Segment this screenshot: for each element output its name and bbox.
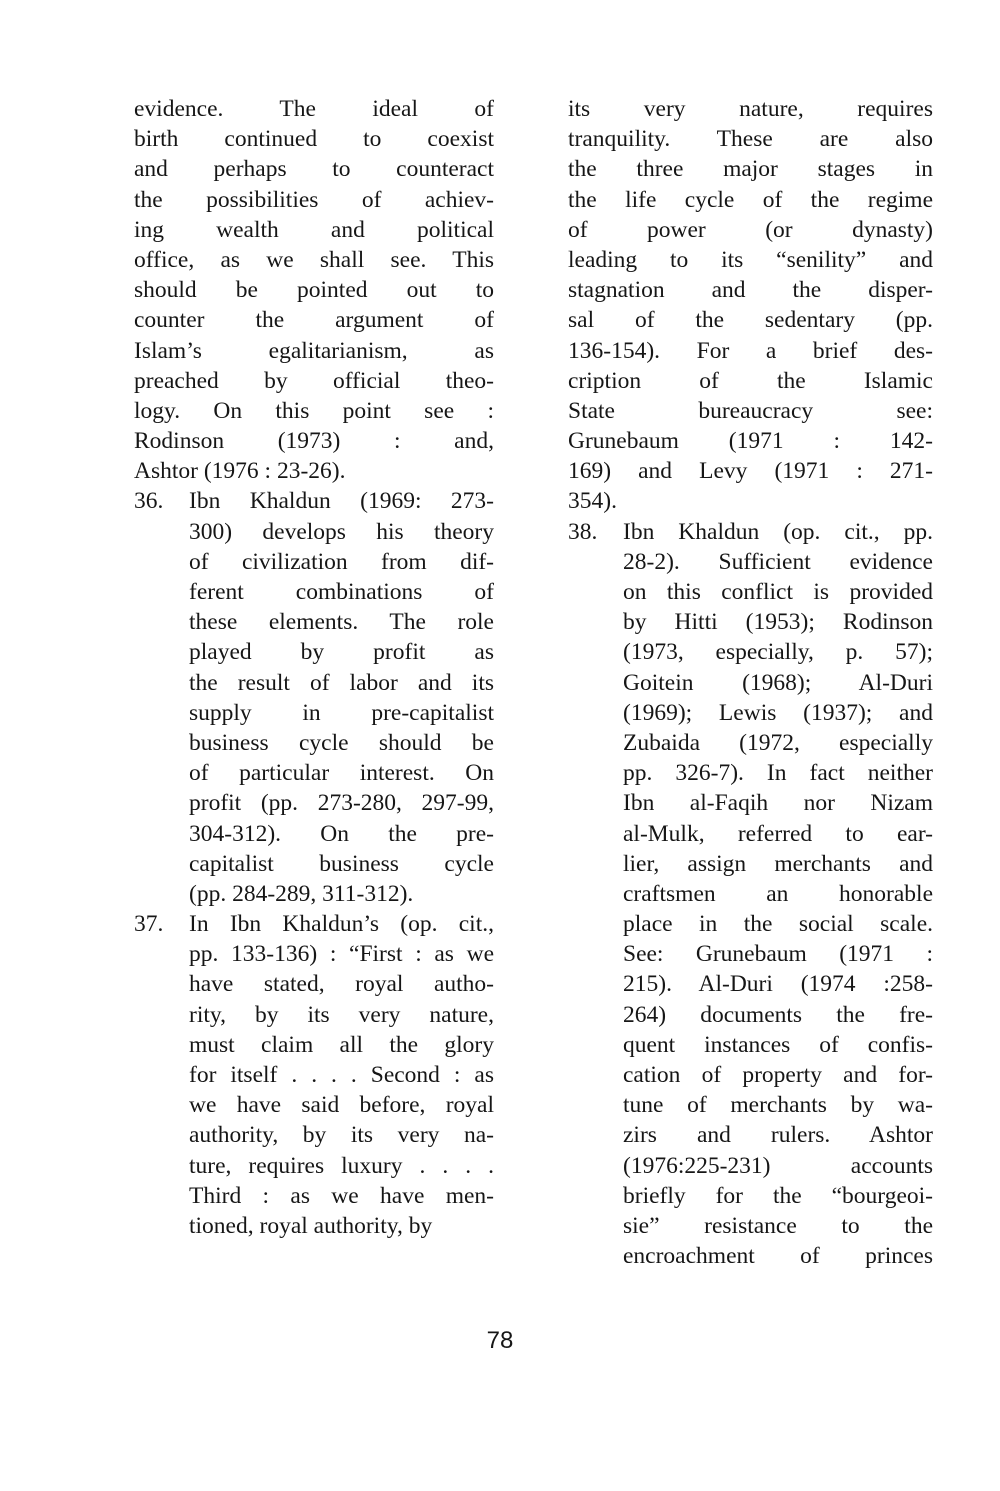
footnote-line: tune of merchants by wa- (623, 1092, 933, 1119)
footnote-line: supply in pre-capitalist (189, 699, 494, 726)
footnote-line: place in the social scale. (623, 911, 933, 938)
footnote-line: 264) documents the fre- (623, 1001, 933, 1028)
text-line: 169) and Levy (1971 : 271- (568, 458, 933, 485)
footnote (134, 909, 494, 1241)
footnote-line: Ibn Khaldun (op. cit., pp. (623, 518, 933, 545)
footnote-line: See: Grunebaum (1971 : (623, 941, 933, 968)
footnote-line: zirs and rulers. Ashtor (623, 1122, 933, 1149)
footnote-line: tioned, royal authority, by (189, 1212, 433, 1239)
footnote-line: quent instances of confis- (623, 1031, 933, 1058)
footnote-line: sie” resistance to the (623, 1212, 933, 1239)
footnote-line: 300) develops his theory (189, 518, 494, 545)
footnote-line: the result of labor and its (189, 669, 494, 696)
footnote-line: ferent combinations of (189, 579, 494, 605)
footnote-line: In Ibn Khaldun’s (op. cit., (189, 911, 494, 938)
text-line: leading to its “senility” and (568, 246, 933, 273)
text-line: Ashtor (1976 : 23-26). (134, 458, 346, 485)
footnote-line: by Hitti (1953); Rodinson (623, 609, 933, 636)
footnote-line: of particular interest. On (189, 760, 494, 787)
text-line: the possibilities of achiev- (134, 186, 494, 213)
footnote-line: Zubaida (1972, especially (623, 729, 933, 756)
footnote-line: encroachment of princes (623, 1243, 933, 1270)
footnote (134, 486, 494, 909)
footnote-line: on this conflict is provided (623, 579, 933, 605)
footnote-line: rity, by its very nature, (189, 1001, 494, 1028)
footnote-line: we have said before, royal (189, 1092, 494, 1119)
text-line: ing wealth and political (134, 216, 494, 243)
footnote-line: ture, requires luxury . . . . (189, 1152, 494, 1179)
footnote-line: have stated, royal autho- (189, 971, 494, 998)
text-line: sal of the sedentary (pp. (568, 307, 933, 334)
text-line: 136-154). For a brief des- (568, 337, 933, 364)
footnote-line: Third : as we have men- (189, 1182, 494, 1209)
footnote-line: al-Mulk, referred to ear- (623, 820, 933, 847)
footnote-line: of civilization from dif- (189, 548, 494, 575)
footnote-line: business cycle should be (189, 729, 494, 756)
footnote-line: cation of property and for- (623, 1062, 933, 1088)
footnote-line: briefly for the “bourgeoi- (623, 1182, 933, 1209)
text-line: its very nature, requires (568, 96, 933, 122)
left-text-column (134, 94, 494, 1241)
footnote-line: profit (pp. 273-280, 297-99, (189, 790, 494, 817)
footnote-line: pp. 133-136) : “First : as we (189, 941, 494, 968)
text-line: logy. On this point see : (134, 397, 494, 424)
text-line: office, as we shall see. This (134, 246, 494, 273)
footnote-line: played by profit as (189, 639, 494, 666)
text-line: the three major stages in (568, 156, 933, 183)
text-line: and perhaps to counteract (134, 156, 494, 183)
footnote-line: (1969); Lewis (1937); and (623, 699, 933, 726)
footnote-line: 28-2). Sufficient evidence (623, 548, 933, 575)
text-line: State bureaucracy see: (568, 397, 933, 424)
footnote-line: (pp. 284-289, 311-312). (189, 880, 414, 907)
footnote-line: authority, by its very na- (189, 1122, 494, 1149)
text-line: counter the argument of (134, 307, 494, 334)
text-line: tranquility. These are also (568, 126, 933, 153)
footnote-number: 37. (134, 911, 164, 938)
footnote-line: 215). Al-Duri (1974 :258- (623, 971, 933, 998)
footnote-line: these elements. The role (189, 609, 494, 636)
footnote-line: for itself . . . . Second : as (189, 1062, 494, 1088)
footnote-line: Ibn al-Faqih nor Nizam (623, 790, 933, 817)
footnote (568, 517, 933, 1272)
footnote-line: Ibn Khaldun (1969: 273- (189, 488, 494, 515)
text-line: should be pointed out to (134, 277, 494, 304)
footnote-number: 36. (134, 488, 164, 515)
text-line: Islam’s egalitarianism, as (134, 337, 494, 364)
page-number: 78 (486, 1327, 514, 1354)
footnote-line: pp. 326-7). In fact neither (623, 760, 933, 787)
footnote-line: lier, assign merchants and (623, 850, 933, 877)
footnote-line: capitalist business cycle (189, 850, 494, 877)
text-line: 354). (568, 488, 617, 515)
right-text-column (568, 94, 933, 1271)
text-line: of power (or dynasty) (568, 216, 933, 243)
text-line: the life cycle of the regime (568, 186, 933, 213)
footnote-line: must claim all the glory (189, 1031, 494, 1058)
text-line: evidence. The ideal of (134, 96, 494, 122)
footnote-line: 304-312). On the pre- (189, 820, 494, 847)
footnote-line: Goitein (1968); Al-Duri (623, 669, 933, 696)
text-line: stagnation and the disper- (568, 277, 933, 304)
footnote-line: (1973, especially, p. 57); (623, 639, 933, 666)
text-line: Rodinson (1973) : and, (134, 428, 494, 455)
text-line: birth continued to coexist (134, 126, 494, 153)
footnote-number: 38. (568, 518, 598, 545)
footnote-line: (1976:225-231) accounts (623, 1152, 933, 1179)
text-line: preached by official theo- (134, 367, 494, 394)
text-line: Grunebaum (1971 : 142- (568, 428, 933, 455)
text-line: cription of the Islamic (568, 367, 933, 394)
footnote-line: craftsmen an honorable (623, 880, 933, 907)
